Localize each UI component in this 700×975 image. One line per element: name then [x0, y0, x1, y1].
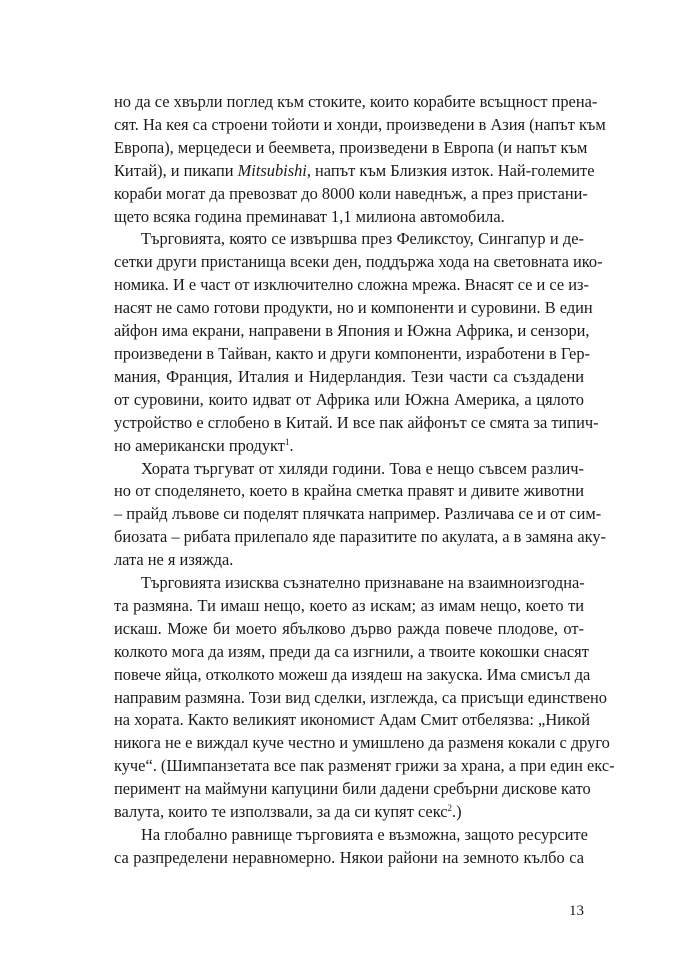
text-line: но от споделянето, което в крайна сметка правят и дивите животни: [114, 481, 584, 501]
text-line: айфон има екрани, направени в Япония и Южна Африка, и сензори,: [114, 321, 590, 341]
text-line: Китай), и пикапи Mitsubishi, напът към Близкия изток. Най-големите: [114, 160, 595, 180]
text-line: са разпределени неравномерно. Някои райони на земното кълбо са: [114, 847, 584, 867]
body-text: [114, 91, 615, 870]
text-line: но американски продукт$^1$.: [114, 435, 294, 455]
text-line: лата не я изяжда.: [114, 550, 234, 570]
text-line: на хората. Както великият икономист Адам Смит отбелязва: „Никой: [114, 710, 591, 730]
text-line: произведени в Тайван, както и други компоненти, изработени в Гер-: [114, 343, 590, 363]
paragraph: [114, 824, 588, 870]
text-line: куче“. (Шимпанзетата все пак разменят грижи за храна, а при един екс-: [114, 756, 615, 776]
page-number: 13: [569, 903, 584, 919]
italic-term: Mitsubishi: [237, 160, 307, 180]
text-line: но да се хвърли поглед към стоките, които корабите всъщност прена-: [114, 92, 598, 111]
text-line: щето всяка година преминават 1,1 милиона автомобила.: [114, 206, 505, 226]
text-line: от суровини, които идват от Африка или Южна Америка, а цялото: [114, 389, 584, 409]
text-line: повече яйца, отколкото можеш да изядеш на закуска. Има смисъл да: [114, 664, 591, 684]
paragraph: [114, 91, 606, 228]
paragraph: [114, 572, 615, 824]
text-line: валута, които те използвали, за да си купят секс$^2$.): [114, 802, 462, 822]
text-line: На глобално равнище търговията е възможна, защото ресурсите: [141, 825, 588, 844]
text-line: кораби могат да превозват до 8000 коли наведнъж, а през пристани-: [114, 183, 588, 203]
text-line: никога не е виждал куче честно и умишлено да разменя кокали с друго: [114, 733, 610, 753]
text-line: Търговията, която се извършва през Феликстоу, Сингапур и де-: [141, 229, 584, 249]
text-line: – прайд лъвове си поделят плячката например. Различава се и от сим-: [114, 504, 602, 524]
text-line: номика. И е част от изключително сложна мрежа. Внасят се и се из-: [114, 275, 589, 295]
text-line: биозата – рибата прилепало яде паразитите по акулата, а в замяна аку-: [114, 527, 606, 547]
footnote-ref: 2: [447, 803, 453, 814]
paragraph: [114, 458, 606, 573]
text-line: Хората търгуват от хиляди години. Това е нещо съвсем различ-: [141, 458, 584, 478]
text-line: Европа), мерцедеси и беемвета, произведени в Европа (и напът към: [114, 137, 588, 157]
text-line: перимент на маймуни капуцини били дадени сребърни дискове като: [114, 779, 591, 799]
text-line: сят. На кея са строени тойоти и хонди, произведени в Азия (напът към: [114, 114, 606, 134]
text-line: сетки други пристанища всеки ден, поддържа хода на световната ико-: [114, 252, 603, 272]
text-line: та размяна. Ти имаш нещо, което аз искам; аз имам нещо, което ти: [114, 595, 584, 615]
text-line: колкото мога да изям, преди да са изгнили, а твоите кокошки снасят: [114, 641, 589, 661]
text-line: устройство е сглобено в Китай. И все пак айфонът се смята за типич-: [114, 412, 599, 432]
text-line: насят не само готови продукти, но и компоненти и суровини. В един: [114, 298, 593, 318]
text-line: искаш. Може би моето ябълково дърво ражда повече плодове, от-: [114, 618, 584, 638]
text-line: направим размяна. Този вид сделки, изглежда, са присъщи единствено: [114, 687, 607, 707]
paragraph: [114, 228, 603, 457]
text-line: мания, Франция, Италия и Нидерландия. Тези части са създадени: [114, 366, 584, 386]
text-line: Търговията изисква съзнателно признаване на взаимноизгодна-: [141, 573, 585, 593]
footnote-ref: 1: [284, 436, 290, 447]
